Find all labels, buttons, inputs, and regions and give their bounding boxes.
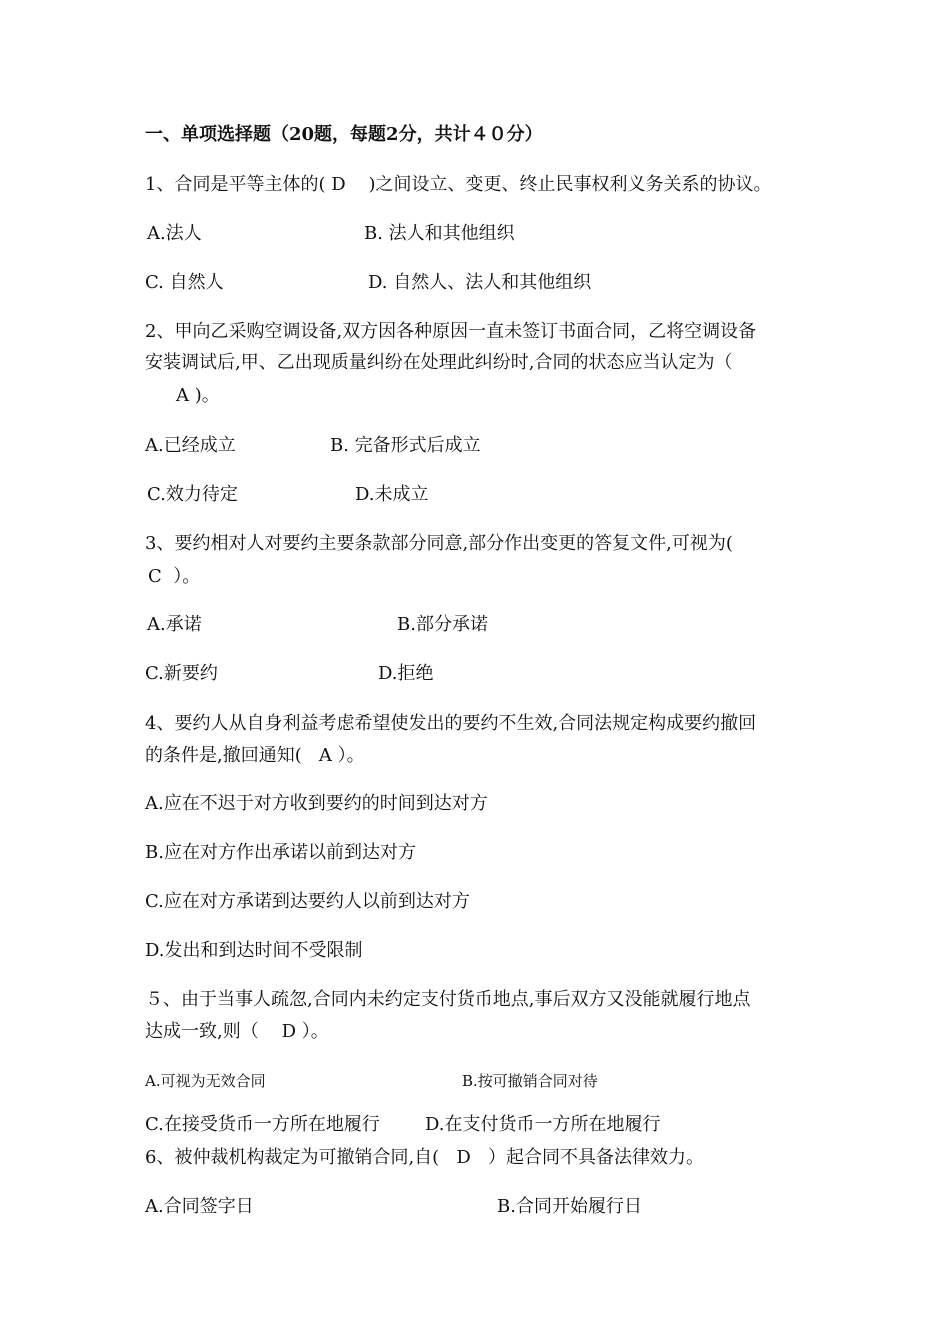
question-2-option-d: D.未成立 <box>355 484 429 505</box>
question-4-option-a: A.应在不迟于对方收到要约的时间到达对方 <box>145 793 488 814</box>
question-5-option-b: B.按可撤销合同对待 <box>462 1072 598 1090</box>
question-5-option-a: A.可视为无效合同 <box>145 1072 266 1090</box>
question-6-option-a: A.合同签字日 <box>145 1196 254 1217</box>
question-1-option-c: C. 自然人 <box>145 272 224 293</box>
question-2-stem-line-2: 安装调试后,甲、乙出现质量纠纷在处理此纠纷时,合同的状态应当认定为（ <box>145 352 733 373</box>
question-6-stem: 6、被仲裁机构裁定为可撤销合同,自( D ）起合同不具备法律效力。 <box>145 1147 704 1168</box>
question-3-stem-line-1: 3、要约相对人对要约主要条款部分同意,部分作出变更的答复文件,可视为( <box>145 533 733 554</box>
question-2-stem-line-3: A )。 <box>176 385 220 406</box>
question-3-stem-line-2: C ）。 <box>148 566 201 587</box>
question-3-option-b: B.部分承诺 <box>397 614 488 635</box>
question-5-stem-line-1: ５、由于当事人疏忽,合同内未约定支付货币地点,事后双方又没能就履行地点 <box>145 989 751 1010</box>
question-2-option-c: C.效力待定 <box>147 484 238 505</box>
question-1-option-d: D. 自然人、法人和其他组织 <box>368 272 592 293</box>
question-4-option-c: C.应在对方承诺到达要约人以前到达对方 <box>145 891 470 912</box>
question-6-option-b: B.合同开始履行日 <box>497 1196 642 1217</box>
question-3-option-c: C.新要约 <box>145 663 218 684</box>
question-2-stem-line-1: 2、甲向乙采购空调设备,双方因各种原因一直未签订书面合同，乙将空调设备 <box>145 321 757 342</box>
question-3-option-a: A.承诺 <box>147 614 202 635</box>
question-4-option-d: D.发出和到达时间不受限制 <box>145 940 363 961</box>
question-1-option-b: B. 法人和其他组织 <box>364 223 515 244</box>
question-4-option-b: B.应在对方作出承诺以前到达对方 <box>145 842 416 863</box>
question-1-option-a: A.法人 <box>147 223 202 244</box>
question-1-stem: 1、合同是平等主体的( D )之间设立、变更、终止民事权利义务关系的协议。 <box>145 174 772 195</box>
question-4-stem-line-1: 4、要约人从自身利益考虑希望使发出的要约不生效,合同法规定构成要约撤回 <box>145 713 757 734</box>
question-3-option-d: D.拒绝 <box>378 663 434 684</box>
question-2-option-a: A.已经成立 <box>145 435 236 456</box>
question-2-option-b: B. 完备形式后成立 <box>330 435 481 456</box>
question-5-option-d: D.在支付货币一方所在地履行 <box>425 1114 661 1135</box>
question-4-stem-line-2: 的条件是,撤回通知( A ）。 <box>145 745 365 766</box>
question-5-option-c: C.在接受货币一方所在地履行 <box>145 1114 380 1135</box>
question-5-stem-line-2: 达成一致,则（ D ）。 <box>145 1021 329 1042</box>
section-title: 一、单项选择题（20题，每题2分，共计４０分） <box>145 124 543 145</box>
